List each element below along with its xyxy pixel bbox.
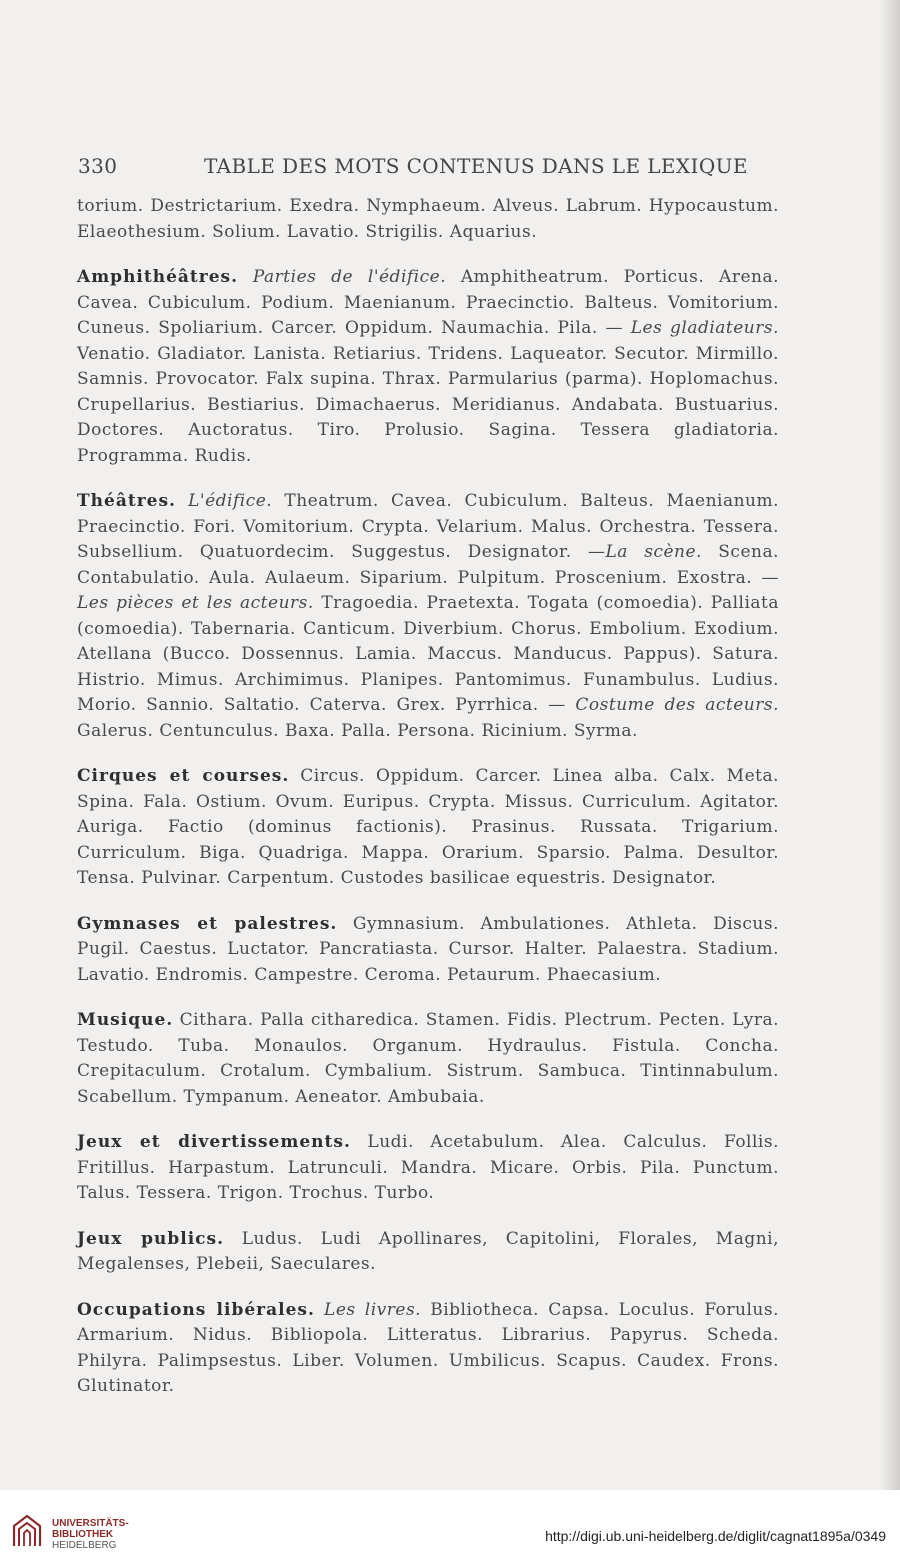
paragraph-occupations — [77, 1298, 779, 1400]
section-heading: Jeux publics. — [77, 1228, 224, 1249]
paragraph-text: Galerus. Centunculus. Baxa. Palla. Persona. Ricinium. Syrma. — [77, 720, 638, 741]
paragraph-continued — [77, 194, 779, 245]
paragraph-amphitheatres — [77, 265, 779, 469]
paragraph-text: Bibliotheca. Capsa. Loculus. Forulus. Armarium. Nidus. Bibliopola. Litteratus. Librarius. Papyrus. Scheda. Philyra. Palimpsestus. Liber. Volumen. Umbilicus. Scapus. Caudex. Frons. Glutinator. — [77, 1299, 780, 1396]
digitization-footer — [0, 1490, 900, 1566]
page-number: 330 — [78, 154, 118, 178]
paragraph-text: Venatio. Gladiator. Lanista. Retiarius. Tridens. Laqueator. Secutor. Mirmillo. Samnis. Provocator. Falx supina. Thrax. Parmularius (parma). Hoplomachus. Crupellarius. Bestiarius. Dimachaerus. Meridianus. Andabata. Bustuarius. Doctores. Auctoratus. Tiro. Prolusio. Sagina. Tessera gladiatoria. Programma. Rudis. — [77, 343, 779, 466]
running-header — [78, 154, 818, 184]
paragraph-text: Scena. Contabulatio. Aula. Aulaeum. Siparium. Pulpitum. Proscenium. Exostra. — — [77, 542, 779, 588]
paragraph-gymnases — [77, 912, 779, 989]
paragraph-cirques — [77, 764, 779, 892]
paragraph-musique — [77, 1008, 779, 1110]
subsection-italic: Les gladiateurs. — [630, 318, 780, 338]
permalink-url[interactable]: http://digi.ub.uni-heidelberg.de/diglit/cagnat1895a/0349 — [545, 1528, 886, 1544]
section-heading: Musique. — [77, 1010, 174, 1030]
page-edge-shadow — [880, 0, 900, 1490]
paragraph-text: Circus. Oppidum. Carcer. Linea alba. Calx. Meta. Spina. Fala. Ostium. Ovum. Euripus. Crypta. Missus. Curriculum. Agitator. Auriga. Factio (dominus factionis). Prasinus. Russata. Trigarium. Curriculum. Biga. Quadriga. Mappa. Orarium. Sparsio. Palma. Desultor. Tensa. Pulvinar. Carpentum. Custodes basilicae equestris. Designator. — [77, 766, 779, 888]
subsection-italic: Les pièces et les acteurs. — [77, 593, 314, 613]
body-text — [77, 194, 779, 1420]
subsection-italic: L'édifice. — [188, 491, 273, 511]
library-city: HEIDELBERG — [52, 1540, 117, 1551]
subsection-italic: Costume des acteurs. — [575, 695, 779, 715]
subsection-italic: La scène. — [605, 542, 702, 562]
section-heading: Occupations libérales. — [77, 1299, 315, 1320]
section-heading: Gymnases et palestres. — [77, 913, 338, 934]
paragraph-jeux-divertissements — [77, 1130, 779, 1207]
section-heading: Théâtres. — [77, 491, 176, 511]
running-title: TABLE DES MOTS CONTENUS DANS LE LEXIQUE — [204, 154, 748, 178]
paragraph-text: Theatrum. Cavea. Cubiculum. Balteus. Maenianum. Praecinctio. Fori. Vomitorium. Crypta. Velarium. Malus. Orchestra. Tessera. Subsellium. Quatuordecim. Suggestus. Designator. — — [77, 491, 780, 562]
paragraph-text: Ludus. Ludi Apollinares, Capitolini, Florales, Magni, Megalenses, Plebeii, Saeculares. — [77, 1228, 779, 1274]
library-name — [52, 1518, 129, 1551]
paragraph-text: torium. Destrictarium. Exedra. Nymphaeum. Alveus. Labrum. Hypocaustum. Elaeothesium. Solium. Lavatio. Strigilis. Aquarius. — [77, 196, 779, 242]
library-name-line: UNIVERSITÄTS- — [52, 1518, 129, 1529]
section-heading: Cirques et courses. — [77, 766, 290, 786]
subsection-italic: Parties de l'édifice. — [252, 267, 447, 287]
paragraph-text: Tragoedia. Praetexta. Togata (comoedia). Palliata (comoedia). Tabernaria. Canticum. Diverbium. Chorus. Embolium. Exodium. Atellana (Bucco. Dossennus. Lamia. Maccus. Manducus. Pappus). Satura. Histrio. Mimus. Archimimus. Planipes. Pantomimus. Funambulus. Ludius. Morio. Sannio. Saltatio. Caterva. Grex. Pyrrhica. — — [77, 593, 779, 715]
library-logo-icon[interactable] — [10, 1512, 44, 1548]
section-heading: Amphithéâtres. — [77, 267, 239, 287]
paragraph-theatres — [77, 489, 779, 744]
paragraph-text: Cithara. Palla citharedica. Stamen. Fidis. Plectrum. Pecten. Lyra. Testudo. Tuba. Monaulos. Organum. Hydraulus. Fistula. Concha. Crepitaculum. Crotalum. Cymbalium. Sistrum. Sambuca. Tintinnabulum. Scabellum. Tympanum. Aeneator. Ambubaia. — [77, 1010, 779, 1107]
subsection-italic: Les livres. — [324, 1299, 422, 1320]
paragraph-text: Amphitheatrum. Porticus. Arena. Cavea. Cubiculum. Podium. Maenianum. Praecinctio. Balteus. Vomitorium. Cuneus. Spoliarium. Carcer. Oppidum. Naumachia. Pila. — — [77, 267, 780, 338]
paragraph-jeux-publics — [77, 1227, 779, 1278]
section-heading: Jeux et divertissements. — [77, 1132, 351, 1152]
paragraph-text: Ludi. Acetabulum. Alea. Calculus. Follis. Fritillus. Harpastum. Latrunculi. Mandra. Micare. Orbis. Pila. Punctum. Talus. Tessera. Trigon. Trochus. Turbo. — [77, 1132, 779, 1203]
paragraph-text: Gymnasium. Ambulationes. Athleta. Discus. Pugil. Caestus. Luctator. Pancratiasta. Cursor. Halter. Palaestra. Stadium. Lavatio. Endromis. Campestre. Ceroma. Petaurum. Phaecasium. — [77, 913, 779, 985]
library-name-line: BIBLIOTHEK — [52, 1529, 114, 1540]
